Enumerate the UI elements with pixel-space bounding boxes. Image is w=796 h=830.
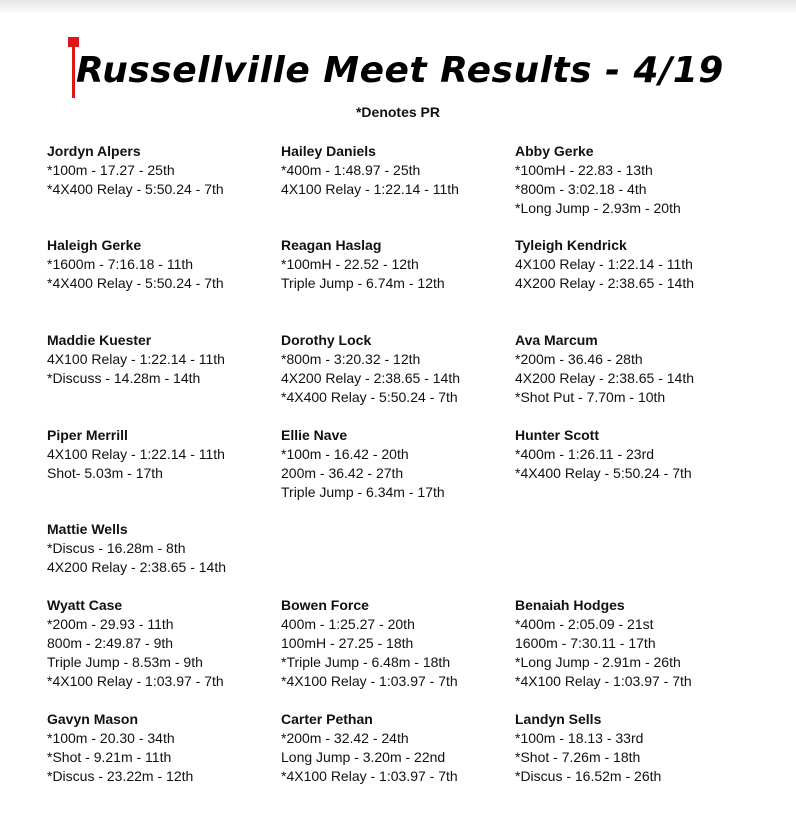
athlete-entry [47,520,277,577]
pr-legend: *Denotes PR [355,104,441,120]
result-line: *Discus - 16.52m - 26th [515,768,662,784]
page-title: Russellville Meet Results - 4/19 [76,50,724,91]
result-line: *4X400 Relay - 5:50.24 - 7th [47,181,224,197]
result-line: *4X400 Relay - 5:50.24 - 7th [515,465,692,481]
result-line: *Discus - 23.22m - 12th [47,768,194,784]
athlete-name: Ava Marcum [515,332,598,348]
athlete-name: Haleigh Gerke [47,237,142,253]
result-line: *Long Jump - 2.91m - 26th [515,654,681,670]
athlete-entry [515,236,745,293]
athlete-entry [281,596,511,691]
athlete-entry [281,236,511,293]
result-line: *800m - 3:20.32 - 12th [281,351,421,367]
result-line: *400m - 2:05.09 - 21st [515,616,654,632]
athlete-name: Landyn Sells [515,711,602,727]
result-line: *200m - 29.93 - 11th [47,616,174,632]
athlete-name: Piper Merrill [47,427,128,443]
result-line: 400m - 1:25.27 - 20th [281,616,415,632]
athlete-entry [281,142,511,199]
result-line: *Shot - 7.26m - 18th [515,749,641,765]
result-line: 100mH - 27.25 - 18th [281,635,414,651]
result-line: *100mH - 22.52 - 12th [281,256,419,272]
result-line: 4X200 Relay - 2:38.65 - 14th [281,370,461,386]
athlete-name: Hunter Scott [515,427,599,443]
athlete-entry [515,426,745,483]
result-line: Shot- 5.03m - 17th [47,465,163,481]
result-line: *Triple Jump - 6.48m - 18th [281,654,451,670]
result-line: 4X100 Relay - 1:22.14 - 11th [47,446,225,462]
result-line: *4X100 Relay - 1:03.97 - 7th [47,673,224,689]
result-line: 4X200 Relay - 2:38.65 - 14th [515,370,695,386]
athlete-entry [515,142,745,218]
result-line: *4X400 Relay - 5:50.24 - 7th [281,389,458,405]
athlete-entry [47,331,277,388]
result-line: Long Jump - 3.20m - 22nd [281,749,446,765]
athlete-entry [47,596,277,691]
result-line: *Long Jump - 2.93m - 20th [515,200,681,216]
result-line: Triple Jump - 6.34m - 17th [281,484,445,500]
result-line: Triple Jump - 6.74m - 12th [281,275,445,291]
result-line: *Discuss - 14.28m - 14th [47,370,201,386]
result-line: *4X100 Relay - 1:03.97 - 7th [281,768,458,784]
result-line: 800m - 2:49.87 - 9th [47,635,174,651]
athlete-entry [47,426,277,483]
athlete-name: Hailey Daniels [281,143,376,159]
athlete-entry [47,710,277,786]
result-line: *Discus - 16.28m - 8th [47,540,186,556]
top-shadow [0,0,796,14]
result-line: *100m - 17.27 - 25th [47,162,175,178]
result-line: 4X100 Relay - 1:22.14 - 11th [47,351,225,367]
result-line: *200m - 32.42 - 24th [281,730,409,746]
athlete-entry [281,426,511,502]
result-line: *4X400 Relay - 5:50.24 - 7th [47,275,224,291]
athlete-name: Wyatt Case [47,597,123,613]
result-line: Triple Jump - 8.53m - 9th [47,654,203,670]
athlete-entry [515,710,745,786]
result-line: *800m - 3:02.18 - 4th [515,181,647,197]
result-line: 4X200 Relay - 2:38.65 - 14th [47,559,227,575]
result-line: *200m - 36.46 - 28th [515,351,643,367]
result-line: *1600m - 7:16.18 - 11th [47,256,194,272]
result-line: *100m - 20.30 - 34th [47,730,175,746]
result-line: *Shot - 9.21m - 11th [47,749,172,765]
result-line: *100m - 18.13 - 33rd [515,730,644,746]
result-line: *400m - 1:48.97 - 25th [281,162,421,178]
result-line: *100m - 16.42 - 20th [281,446,409,462]
athlete-name: Jordyn Alpers [47,143,141,159]
result-line: 4X100 Relay - 1:22.14 - 11th [515,256,693,272]
athlete-entry [515,331,745,407]
athlete-name: Maddie Kuester [47,332,152,348]
athlete-entry [515,596,745,691]
result-line: *100mH - 22.83 - 13th [515,162,653,178]
athlete-name: Gavyn Mason [47,711,139,727]
athlete-entry [281,331,511,407]
athlete-name: Carter Pethan [281,711,373,727]
athlete-entry [281,710,511,786]
athlete-name: Reagan Haslag [281,237,382,253]
result-line: 200m - 36.42 - 27th [281,465,404,481]
result-line: *400m - 1:26.11 - 23rd [515,446,655,462]
result-line: *4X100 Relay - 1:03.97 - 7th [515,673,692,689]
athlete-name: Dorothy Lock [281,332,372,348]
athlete-entry [47,236,277,293]
athlete-name: Mattie Wells [47,521,128,537]
athlete-name: Ellie Nave [281,427,348,443]
athlete-name: Tyleigh Kendrick [515,237,627,253]
result-line: 4X200 Relay - 2:38.65 - 14th [515,275,695,291]
text-cursor [72,40,75,98]
result-line: *4X100 Relay - 1:03.97 - 7th [281,673,458,689]
athlete-name: Benaiah Hodges [515,597,625,613]
athlete-name: Bowen Force [281,597,369,613]
athlete-entry [47,142,277,199]
result-line: 4X100 Relay - 1:22.14 - 11th [281,181,459,197]
result-line: 1600m - 7:30.11 - 17th [515,635,656,651]
athlete-name: Abby Gerke [515,143,594,159]
result-line: *Shot Put - 7.70m - 10th [515,389,666,405]
